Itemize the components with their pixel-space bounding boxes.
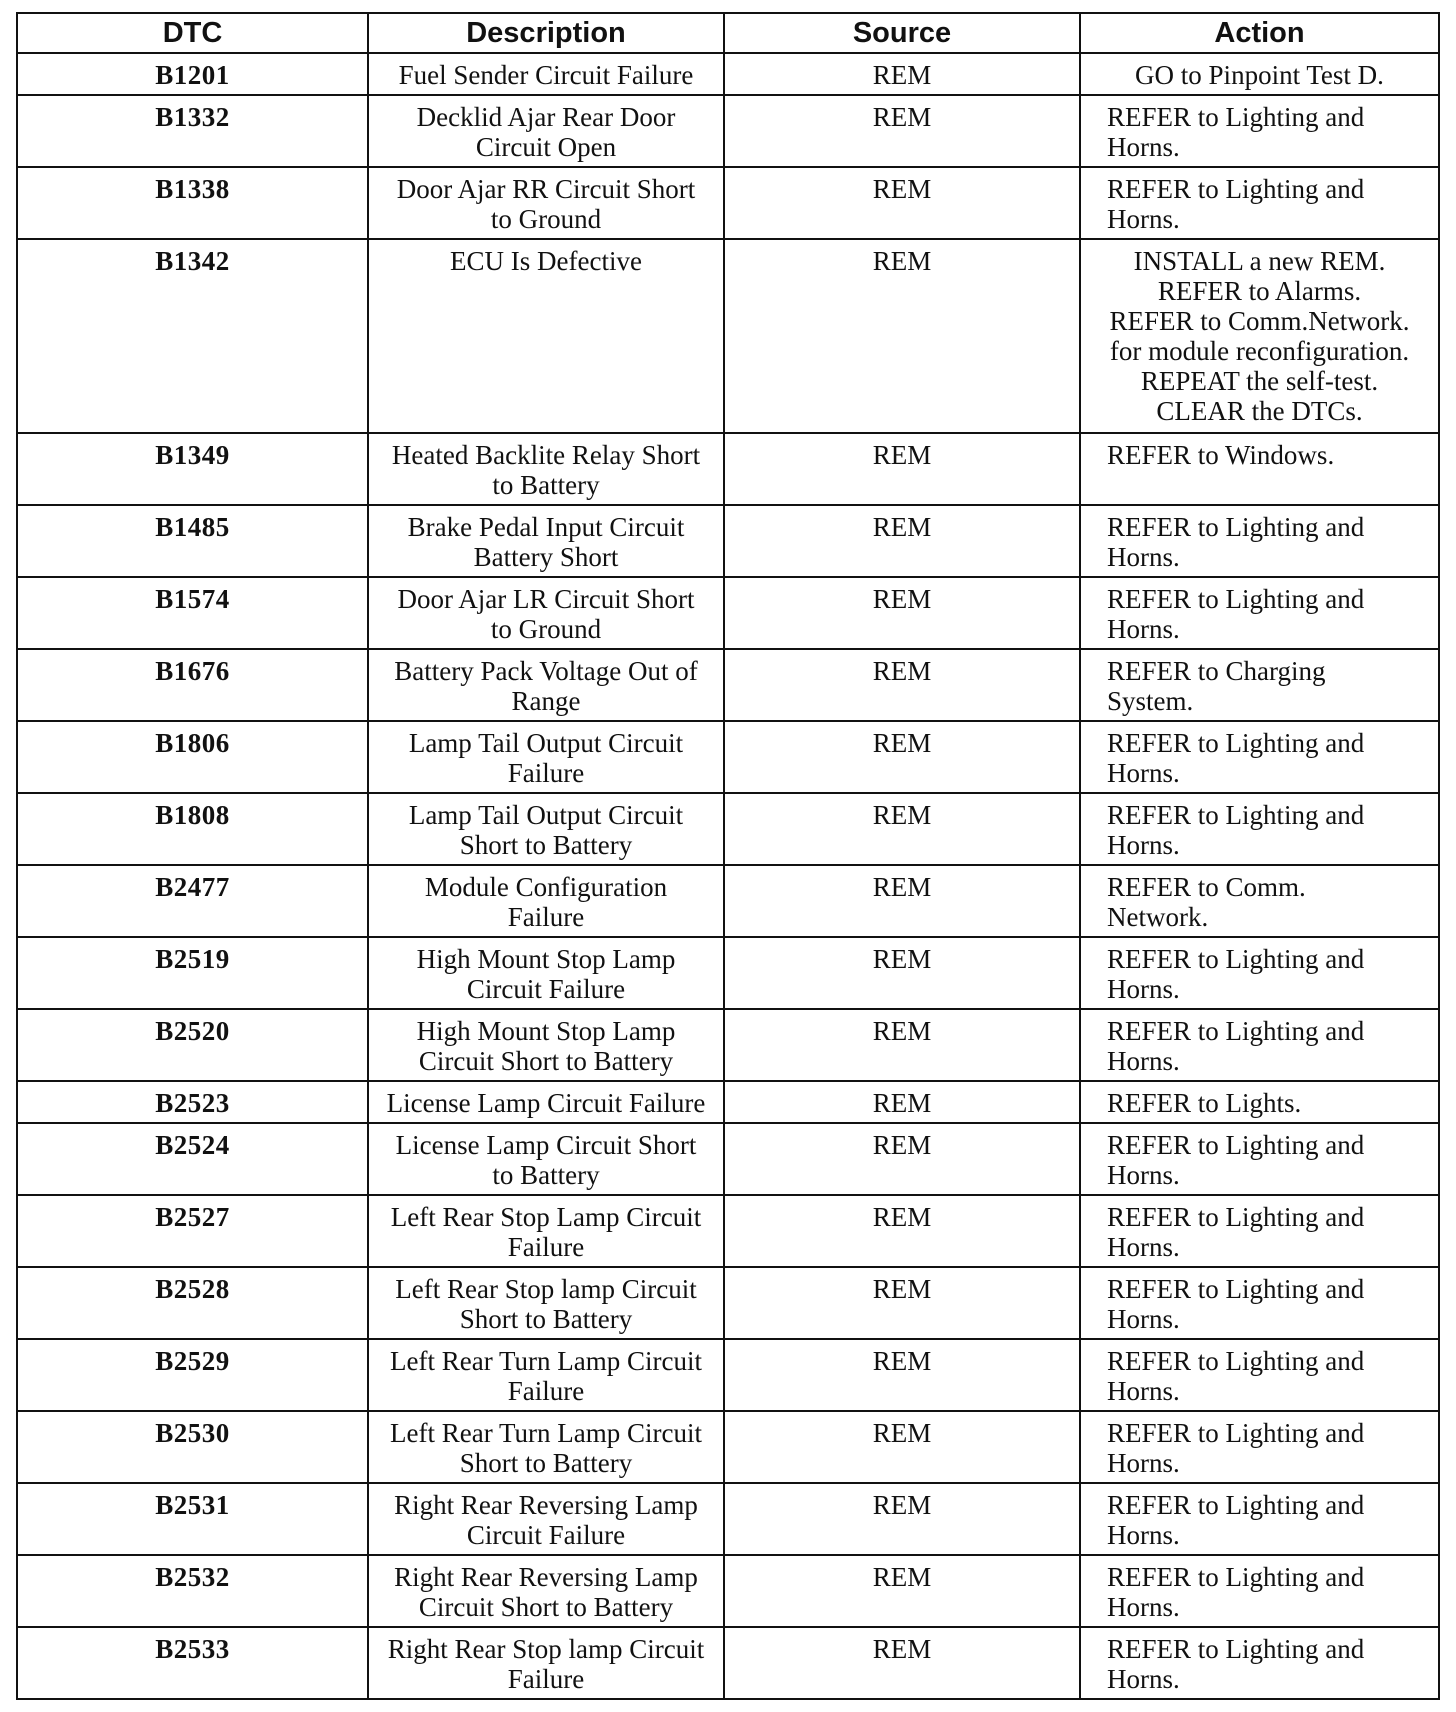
dtc-code-cell: B2519 [17, 937, 368, 1009]
action-line: Horns. [1107, 974, 1180, 1004]
action-line: Horns. [1107, 1046, 1180, 1076]
description-line: Circuit Failure [466, 974, 626, 1004]
table-row [17, 1483, 1439, 1555]
dtc-code-cell: B1332 [17, 95, 368, 167]
table-row [17, 433, 1439, 505]
table-row [17, 239, 1439, 433]
action-line: REFER to Lighting and [1107, 584, 1365, 614]
description-line: ECU Is Defective [450, 246, 642, 276]
description-line: Decklid Ajar Rear Door [416, 102, 676, 132]
action-line: REFER to Lights. [1107, 1088, 1302, 1118]
action-line: Network. [1107, 902, 1209, 932]
action-line: REFER to Lighting and [1107, 1202, 1365, 1232]
description-line: Lamp Tail Output Circuit [408, 800, 684, 830]
description-cell [368, 1195, 724, 1267]
action-line: Horns. [1107, 1592, 1180, 1622]
action-line: Horns. [1107, 758, 1180, 788]
description-line: Short to Battery [459, 830, 633, 860]
description-cell [368, 1123, 724, 1195]
table-body [17, 53, 1439, 1699]
description-line: Door Ajar LR Circuit Short [397, 584, 695, 614]
table-row [17, 577, 1439, 649]
source-cell: REM [724, 433, 1080, 505]
dtc-code-cell: B1574 [17, 577, 368, 649]
table-row [17, 95, 1439, 167]
dtc-code-cell: B1485 [17, 505, 368, 577]
dtc-code-cell: B1201 [17, 53, 368, 95]
source-cell: REM [724, 721, 1080, 793]
action-line: Horns. [1107, 1232, 1180, 1262]
action-line: REFER to Lighting and [1107, 1274, 1365, 1304]
source-cell: REM [724, 1267, 1080, 1339]
action-cell [1080, 793, 1439, 865]
table-row [17, 649, 1439, 721]
action-line: REFER to Lighting and [1107, 1016, 1365, 1046]
description-line: Short to Battery [459, 1304, 633, 1334]
action-cell [1080, 1009, 1439, 1081]
source-cell: REM [724, 1123, 1080, 1195]
description-line: Left Rear Stop lamp Circuit [395, 1274, 697, 1304]
source-cell: REM [724, 865, 1080, 937]
description-line: Brake Pedal Input Circuit [407, 512, 685, 542]
description-cell [368, 95, 724, 167]
action-cell [1080, 53, 1439, 95]
action-cell [1080, 1627, 1439, 1699]
source-cell: REM [724, 1009, 1080, 1081]
dtc-code-cell: B1676 [17, 649, 368, 721]
description-cell [368, 649, 724, 721]
description-line: Module Configuration [424, 872, 668, 902]
description-cell [368, 721, 724, 793]
header-action: Action [1080, 13, 1439, 53]
description-line: Left Rear Turn Lamp Circuit [390, 1418, 702, 1448]
description-cell [368, 1483, 724, 1555]
action-cell [1080, 721, 1439, 793]
description-cell [368, 577, 724, 649]
action-line: Horns. [1107, 204, 1180, 234]
action-line: INSTALL a new REM. [1133, 246, 1386, 276]
action-cell [1080, 1555, 1439, 1627]
header-dtc: DTC [17, 13, 368, 53]
table-row [17, 1339, 1439, 1411]
action-line: for module reconfiguration. [1109, 336, 1410, 366]
action-cell [1080, 167, 1439, 239]
description-line: High Mount Stop Lamp [416, 944, 676, 974]
action-line: REFER to Comm. [1107, 872, 1306, 902]
action-cell [1080, 649, 1439, 721]
header-source: Source [724, 13, 1080, 53]
action-cell [1080, 1267, 1439, 1339]
description-line: Left Rear Stop Lamp Circuit [390, 1202, 702, 1232]
action-line: Horns. [1107, 1376, 1180, 1406]
table-row [17, 1195, 1439, 1267]
table-row [17, 1411, 1439, 1483]
dtc-code-cell: B1338 [17, 167, 368, 239]
action-cell [1080, 937, 1439, 1009]
dtc-code-cell: B2533 [17, 1627, 368, 1699]
source-cell: REM [724, 1627, 1080, 1699]
action-cell [1080, 1483, 1439, 1555]
action-cell [1080, 239, 1439, 433]
action-line: REFER to Lighting and [1107, 512, 1365, 542]
action-line: REFER to Lighting and [1107, 728, 1365, 758]
action-line: CLEAR the DTCs. [1156, 396, 1363, 426]
description-cell [368, 1009, 724, 1081]
description-line: to Ground [490, 204, 602, 234]
description-cell [368, 1411, 724, 1483]
action-line: REFER to Lighting and [1107, 944, 1365, 974]
dtc-code-cell: B2524 [17, 1123, 368, 1195]
action-cell [1080, 1195, 1439, 1267]
action-line: REFER to Lighting and [1107, 1490, 1365, 1520]
action-cell [1080, 1081, 1439, 1123]
action-line: Horns. [1107, 614, 1180, 644]
action-cell [1080, 1411, 1439, 1483]
dtc-code-cell: B2531 [17, 1483, 368, 1555]
description-cell [368, 1267, 724, 1339]
description-line: Lamp Tail Output Circuit [408, 728, 684, 758]
description-line: Left Rear Turn Lamp Circuit [390, 1346, 702, 1376]
description-cell [368, 793, 724, 865]
action-line: Horns. [1107, 1448, 1180, 1478]
action-cell [1080, 577, 1439, 649]
description-cell [368, 1555, 724, 1627]
action-cell [1080, 1339, 1439, 1411]
action-line: GO to Pinpoint Test D. [1135, 60, 1384, 90]
dtc-code-cell: B2520 [17, 1009, 368, 1081]
description-line: Door Ajar RR Circuit Short [396, 174, 696, 204]
source-cell: REM [724, 239, 1080, 433]
table-row [17, 1123, 1439, 1195]
source-cell: REM [724, 1483, 1080, 1555]
table-row [17, 937, 1439, 1009]
description-line: Right Rear Stop lamp Circuit [387, 1634, 705, 1664]
dtc-code-cell: B2477 [17, 865, 368, 937]
source-cell: REM [724, 649, 1080, 721]
description-cell [368, 505, 724, 577]
source-cell: REM [724, 1411, 1080, 1483]
action-line: REFER to Lighting and [1107, 1130, 1365, 1160]
table-row [17, 1627, 1439, 1699]
source-cell: REM [724, 505, 1080, 577]
action-line: REFER to Windows. [1107, 440, 1335, 470]
source-cell: REM [724, 1195, 1080, 1267]
description-line: Failure [507, 902, 585, 932]
dtc-code-cell: B2530 [17, 1411, 368, 1483]
description-cell [368, 433, 724, 505]
dtc-code-cell: B1808 [17, 793, 368, 865]
description-cell [368, 1627, 724, 1699]
action-line: REFER to Lighting and [1107, 1418, 1365, 1448]
description-line: Range [511, 686, 581, 716]
action-line: REFER to Lighting and [1107, 102, 1365, 132]
dtc-code-cell: B1342 [17, 239, 368, 433]
description-cell [368, 937, 724, 1009]
dtc-code-cell: B2529 [17, 1339, 368, 1411]
action-line: REFER to Lighting and [1107, 1346, 1365, 1376]
table-row [17, 505, 1439, 577]
description-line: Circuit Failure [466, 1520, 626, 1550]
dtc-code-cell: B2523 [17, 1081, 368, 1123]
description-line: Battery Pack Voltage Out of [394, 656, 698, 686]
table-row [17, 793, 1439, 865]
action-line: REFER to Lighting and [1107, 174, 1365, 204]
description-line: Circuit Short to Battery [418, 1046, 674, 1076]
description-line: License Lamp Circuit Failure [386, 1088, 706, 1118]
description-cell [368, 1339, 724, 1411]
header-description: Description [368, 13, 724, 53]
action-line: REPEAT the self-test. [1140, 366, 1379, 396]
dtc-table [16, 12, 1440, 1700]
description-line: Circuit Open [475, 132, 617, 162]
table-row [17, 1267, 1439, 1339]
action-cell [1080, 505, 1439, 577]
action-line: System. [1107, 686, 1194, 716]
description-line: Battery Short [473, 542, 619, 572]
action-line: Horns. [1107, 1160, 1180, 1190]
source-cell: REM [724, 1555, 1080, 1627]
dtc-code-cell: B2528 [17, 1267, 368, 1339]
description-line: Right Rear Reversing Lamp [394, 1490, 698, 1520]
description-line: Circuit Short to Battery [418, 1592, 674, 1622]
description-line: Right Rear Reversing Lamp [394, 1562, 698, 1592]
action-cell [1080, 1123, 1439, 1195]
description-line: to Ground [490, 614, 602, 644]
dtc-code-cell: B1806 [17, 721, 368, 793]
description-line: Fuel Sender Circuit Failure [398, 60, 694, 90]
description-line: to Battery [492, 1160, 600, 1190]
action-line: Horns. [1107, 542, 1180, 572]
table-row [17, 53, 1439, 95]
source-cell: REM [724, 577, 1080, 649]
source-cell: REM [724, 1339, 1080, 1411]
dtc-code-cell: B2532 [17, 1555, 368, 1627]
description-line: Short to Battery [459, 1448, 633, 1478]
source-cell: REM [724, 1081, 1080, 1123]
action-line: Horns. [1107, 1664, 1180, 1694]
description-line: Failure [507, 1664, 585, 1694]
action-line: Horns. [1107, 830, 1180, 860]
action-line: Horns. [1107, 132, 1180, 162]
description-cell [368, 167, 724, 239]
action-line: REFER to Lighting and [1107, 800, 1365, 830]
description-line: License Lamp Circuit Short [395, 1130, 697, 1160]
action-line: REFER to Lighting and [1107, 1634, 1365, 1664]
description-line: High Mount Stop Lamp [416, 1016, 676, 1046]
description-line: Failure [507, 1376, 585, 1406]
dtc-code-cell: B1349 [17, 433, 368, 505]
description-cell [368, 865, 724, 937]
action-line: REFER to Alarms. [1157, 276, 1362, 306]
action-cell [1080, 95, 1439, 167]
action-line: REFER to Lighting and [1107, 1562, 1365, 1592]
description-line: Failure [507, 1232, 585, 1262]
description-cell [368, 53, 724, 95]
source-cell: REM [724, 53, 1080, 95]
table-header-row [17, 13, 1439, 53]
source-cell: REM [724, 167, 1080, 239]
table-row [17, 1081, 1439, 1123]
description-line: to Battery [492, 470, 600, 500]
action-line: REFER to Comm.Network. [1109, 306, 1410, 336]
table-row [17, 1009, 1439, 1081]
table-row [17, 721, 1439, 793]
source-cell: REM [724, 95, 1080, 167]
table-row [17, 1555, 1439, 1627]
action-cell [1080, 433, 1439, 505]
description-line: Heated Backlite Relay Short [391, 440, 701, 470]
table-row [17, 167, 1439, 239]
description-line: Failure [507, 758, 585, 788]
action-line: Horns. [1107, 1304, 1180, 1334]
source-cell: REM [724, 937, 1080, 1009]
source-cell: REM [724, 793, 1080, 865]
table-row [17, 865, 1439, 937]
description-cell [368, 1081, 724, 1123]
dtc-code-cell: B2527 [17, 1195, 368, 1267]
action-line: Horns. [1107, 1520, 1180, 1550]
description-cell [368, 239, 724, 433]
action-cell [1080, 865, 1439, 937]
action-line: REFER to Charging [1107, 656, 1326, 686]
